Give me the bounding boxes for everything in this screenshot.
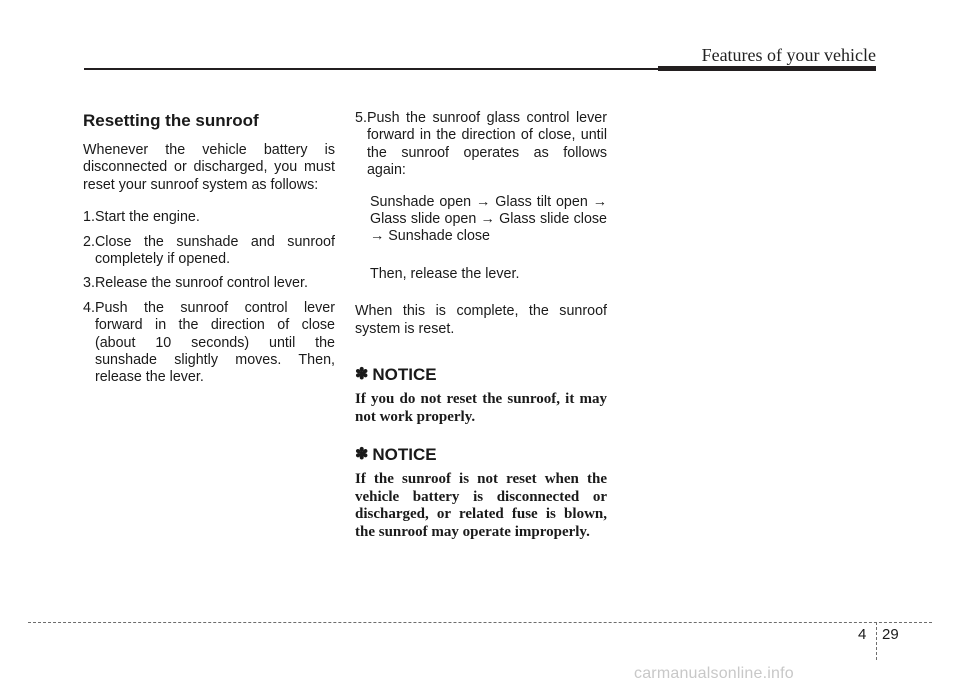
notice-heading: [355, 444, 607, 466]
list-item: [83, 209, 335, 226]
chapter-number: 4: [858, 626, 867, 643]
completion-paragraph: When this is complete, the sunroof system is reset.: [355, 303, 607, 337]
notice-star-icon: ✽: [355, 366, 369, 384]
header-rule-accent: [658, 66, 876, 71]
list-item: [355, 110, 607, 180]
notice-body: If you do not reset the sunroof, it may not work properly.: [355, 391, 607, 425]
step-number: 5.: [355, 110, 367, 126]
step-text: Close the sunshade and sunroof completely if opened.: [94, 233, 335, 268]
notice-heading: [355, 364, 607, 386]
step-number: 4.: [83, 299, 95, 316]
list-item: [83, 275, 335, 292]
footer-divider: [28, 622, 932, 623]
watermark: carmanualsonline.info: [634, 665, 794, 682]
header-rule: [84, 68, 660, 70]
list-item: [83, 234, 335, 269]
notice-title: NOTICE: [372, 445, 437, 465]
page-number-separator: [876, 622, 877, 660]
step-number: 3.: [83, 275, 95, 292]
page-number: 29: [882, 626, 899, 643]
step-text: Release the sunroof control lever.: [94, 275, 308, 292]
release-instruction: Then, release the lever.: [370, 265, 520, 282]
notice-title: NOTICE: [372, 365, 437, 385]
left-column: [83, 110, 335, 394]
intro-paragraph: Whenever the vehicle battery is disconnected or discharged, you must reset your sunroof system as follows:: [83, 142, 335, 193]
step-number: 2.: [83, 233, 95, 250]
step-number: 1.: [83, 209, 95, 226]
right-column: [355, 110, 607, 542]
notice-body: If the sunroof is not reset when the vehicle battery is disconnected or discharged, or related fuse is blown, the sunroof may operate improperly.: [355, 471, 607, 541]
step-text: Start the engine.: [94, 209, 200, 226]
list-item: [83, 300, 335, 387]
section-title: Features of your vehicle: [701, 45, 876, 65]
notice-star-icon: ✽: [355, 446, 369, 464]
section-heading: Resetting the sunroof: [83, 111, 259, 130]
operation-sequence: Sunshade open → Glass tilt open → Glass slide open → Glass slide close → Sunshade close: [370, 193, 607, 245]
step-text: Push the sunroof glass control lever forward in the direction of close, until the sunroof operates as follows again:: [366, 110, 607, 179]
step-text: Push the sunroof control lever forward in the direction of close (about 10 seconds) until the sunshade slightly moves. Then, release the lever.: [94, 299, 335, 386]
